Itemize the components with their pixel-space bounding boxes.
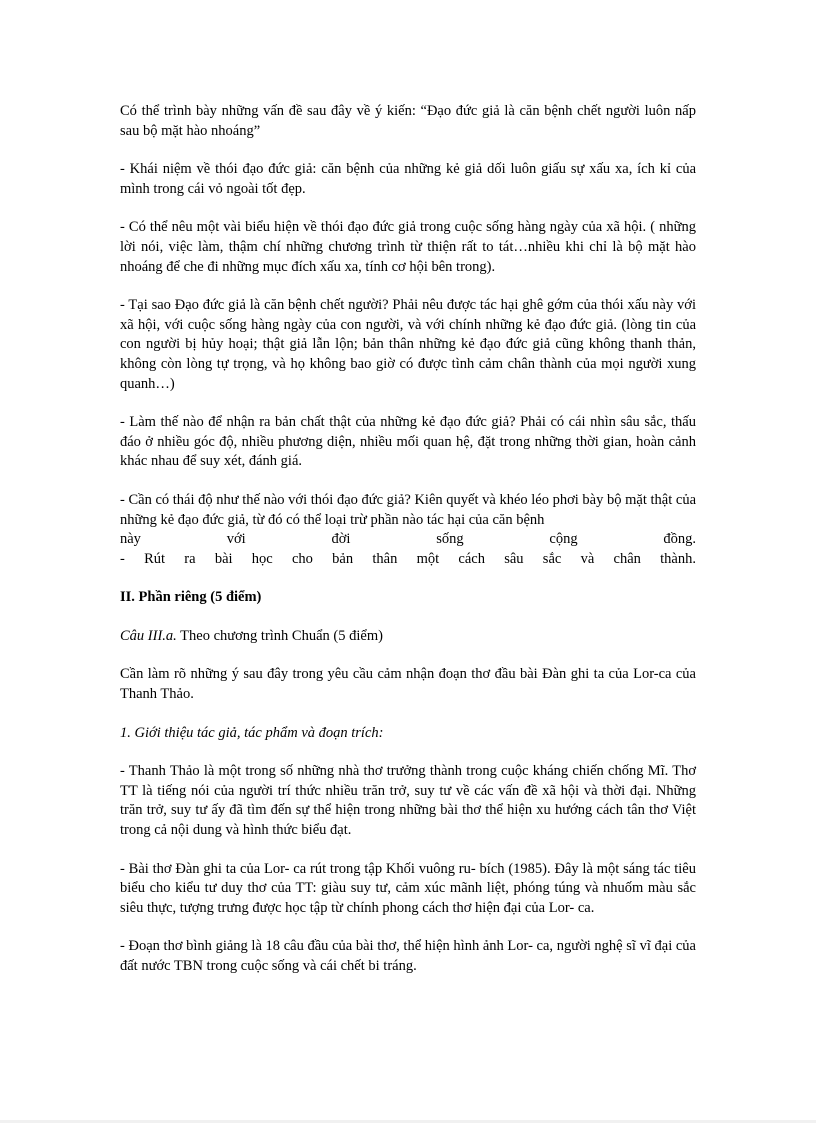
- requirement-paragraph: Cần làm rõ những ý sau đây trong yêu cầu cảm nhận đoạn thơ đầu bài Đàn ghi ta của Lor-ca của Thanh Thảo.: [120, 666, 696, 703]
- manifestation-paragraph: - Có thể nêu một vài biểu hiện về thói đạo đức giả trong cuộc sống hàng ngày của xã hội. ( những lời nói, việc làm, thậm chí những chương trình từ thiện rất to tát…nhiều khi chỉ là bộ mặt hào nhoáng để che đi những mục đích xấu xa, tính cơ hội bên trong).: [120, 219, 696, 275]
- document-page: [120, 102, 696, 996]
- harm-paragraph: - Tại sao Đạo đức giả là căn bệnh chết người? Phải nêu được tác hại ghê gớm của thói xấu này với xã hội, với cuộc sống hàng ngày của con người, và với chính những kẻ đạo đức giả. (lòng tin của con người bị hủy hoại; thật giả lẫn lộn; bản thân những kẻ đạo đức giả cũng không thanh thản, không còn lòng tự trọng, và họ không bao giờ có được tình cảm chân thành của mọi người xung quanh…): [120, 297, 696, 392]
- lesson-paragraph: [120, 550, 696, 570]
- section-heading: II. Phần riêng (5 điểm): [120, 589, 262, 606]
- question-label: Câu III.a.: [120, 627, 177, 644]
- author-paragraph: - Thanh Thảo là một trong số những nhà thơ trưởng thành trong cuộc kháng chiến chống Mĩ. Thơ TT là tiếng nói của người trí thức nhiều trăn trở, suy tư về các vấn đề xã hội và thời đại. Những trăn trở, suy tư ấy đã tìm đến sự thể hiện trong những bài thơ thể hiện xu hướng cách tân thơ Việt trong cả nội dung và hình thức biểu đạt.: [120, 763, 696, 839]
- poem-paragraph: - Bài thơ Đàn ghi ta của Lor- ca rút trong tập Khối vuông ru- bích (1985). Đây là một sáng tác tiêu biểu cho kiểu tư duy thơ của TT: giàu suy tư, cảm xúc mãnh liệt, phóng túng và nhuốm màu sắc siêu thực, tượng trưng được học tập từ chính phong cách thơ hiện đại của Lor- ca.: [120, 860, 696, 916]
- question-text: Theo chương trình Chuẩn (5 điểm): [176, 627, 383, 644]
- sub-heading: 1. Giới thiệu tác giả, tác phẩm và đoạn trích:: [120, 724, 384, 741]
- excerpt-paragraph: - Đoạn thơ bình giảng là 18 câu đầu của bài thơ, thể hiện hình ảnh Lor- ca, người nghệ sĩ vĩ đại của đất nước TBN trong cuộc sống và cái chết bi tráng.: [120, 938, 696, 974]
- question-line: [120, 627, 696, 647]
- attitude-paragraph-last-line: này với đời sống cộng đồng.: [120, 531, 696, 548]
- intro-paragraph: Có thể trình bày những vấn đề sau đây về ý kiến: “Đạo đức giả là căn bệnh chết người luôn nấp sau bộ mặt hào nhoáng”: [120, 103, 696, 139]
- recognize-paragraph: - Làm thế nào để nhận ra bản chất thật của những kẻ đạo đức giả? Phải có cái nhìn sâu sắc, thấu đáo ở nhiều góc độ, nhiều phương diện, nhiều mối quan hệ, đặt trong những thời gian, hoàn cảnh khác nhau để suy xét, đánh giá.: [120, 414, 696, 470]
- concept-paragraph: - Khái niệm về thói đạo đức giả: căn bệnh của những kẻ giả dối luôn giấu sự xấu xa, ích kỉ của mình trong cái vỏ ngoài tốt đẹp.: [120, 161, 696, 197]
- attitude-paragraph: - Cần có thái độ như thế nào với thói đạo đức giả? Kiên quyết và khéo léo phơi bày bộ mặt thật của những kẻ đạo đức giả, từ đó có thể loại trừ phần nào tác hại của căn bệnh: [120, 491, 696, 528]
- lesson-line: - Rút ra bài học cho bản thân một cách sâu sắc và chân thành.: [120, 550, 696, 567]
